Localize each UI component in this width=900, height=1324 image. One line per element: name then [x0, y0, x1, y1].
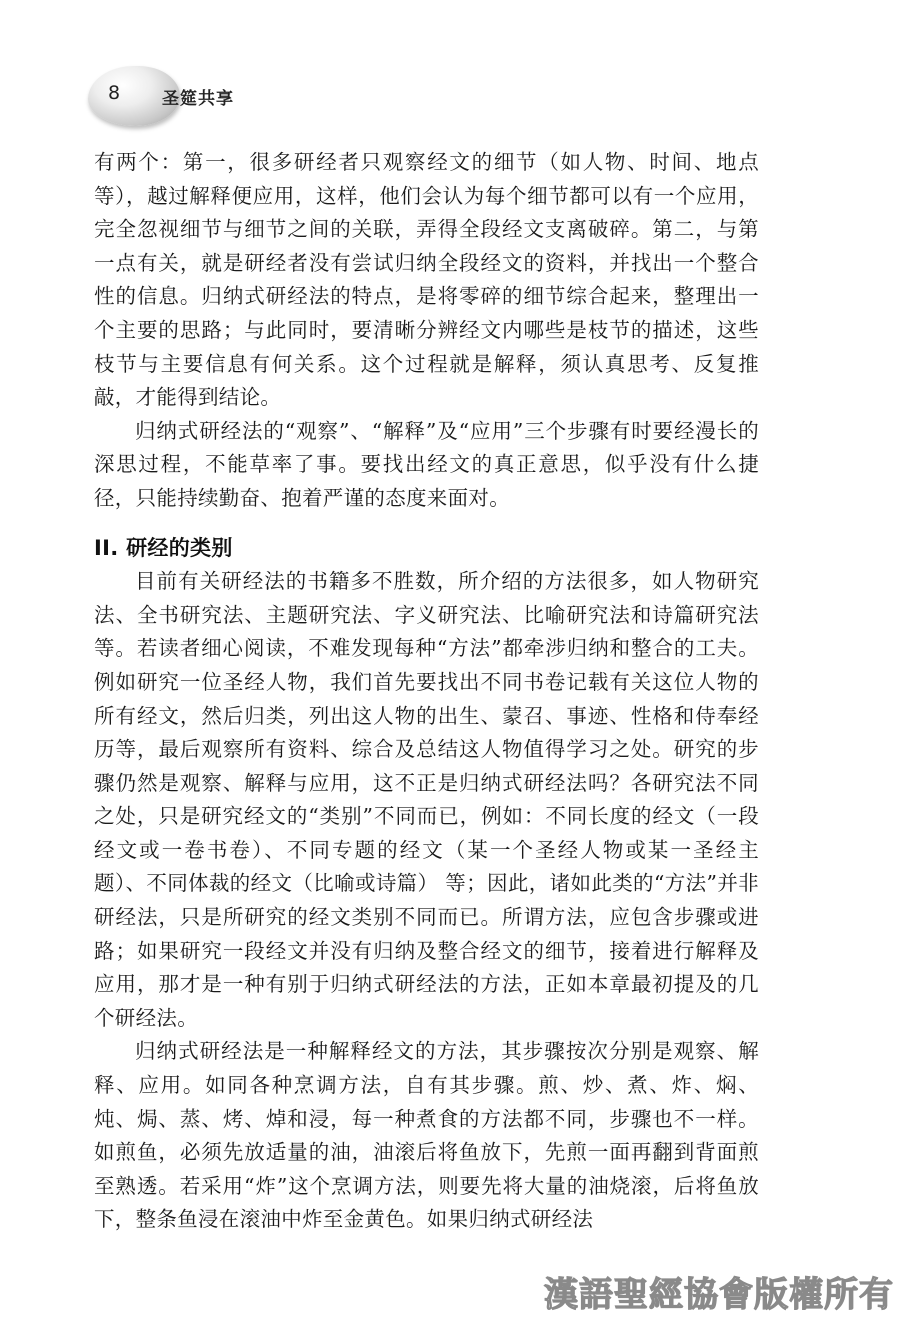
section-heading: II. 研经的类别: [94, 535, 233, 560]
paragraph-3: 目前有关研经法的书籍多不胜数，所介绍的方法很多，如人物研究法、全书研究法、主题研究法、字义研究法、比喻研究法和诗篇研究法等。若读者细心阅读，不难发现每种“方法”都牵涉归纳和整合的工夫。例如研究一位圣经人物，我们首先要找出不同书卷记载有关这位人物的所有经文，然后归类，列出这人物的出生、蒙召、事迹、性格和侍奉经历等，最后观察所有资料、综合及总结这人物值得学习之处。研究的步骤仍然是观察、解释与应用，这不正是归纳式研经法吗？各研究法不同之处，只是研究经文的“类别”不同而已，例如：不同长度的经文（一段经文或一卷书卷）、不同专题的经文（某一个圣经人物或某一圣经主题）、不同体裁的经文（比喻或诗篇） 等；因此，诸如此类的“方法”并非研经法，只是所研究的经文类别不同而已。所谓方法，应包含步骤或进路；如果研究一段经文并没有归纳及整合经文的细节，接着进行解释及应用，那才是一种有别于归纳式研经法的方法，正如本章最初提及的几个研经法。: [94, 569, 759, 1030]
body-text: [94, 146, 759, 1237]
page-header: [88, 66, 288, 126]
paragraph-2: 归纳式研经法的“观察”、“解释”及“应用”三个步骤有时要经漫长的深思过程，不能草率了事。要找出经文的真正意思，似乎没有什么捷径，只能持续勤奋、抱着严谨的态度来面对。: [94, 418, 759, 510]
paragraph-1: 有两个：第一，很多研经者只观察经文的细节（如人物、时间、地点等），越过解释便应用，这样，他们会认为每个细节都可以有一个应用，完全忽视细节与细节之间的关联，弄得全段经文支离破碎。第二，与第一点有关，就是研经者没有尝试归纳全段经文的资料，并找出一个整合性的信息。归纳式研经法的特点，是将零碎的细节综合起来，整理出一个主要的思路；与此同时，要清晰分辨经文内哪些是枝节的描述，这些枝节与主要信息有何关系。这个过程就是解释，须认真思考、反复推敲，才能得到结论。: [94, 150, 759, 410]
running-head: 圣筵共享: [162, 89, 234, 109]
paragraph-4: 归纳式研经法是一种解释经文的方法，其步骤按次分别是观察、解释、应用。如同各种烹调方法，自有其步骤。煎、炒、煮、炸、焖、炖、焗、蒸、烤、焯和浸，每一种煮食的方法都不同，步骤也不一样。如煎鱼，必须先放适量的油，油滚后将鱼放下，先煎一面再翻到背面煎至熟透。若采用“炸”这个烹调方法，则要先将大量的油烧滚，后将鱼放下，整条鱼浸在滚油中炸至金黄色。如果归纳式研经法: [94, 1039, 759, 1232]
copyright-watermark: 漢語聖經協會版權所有: [544, 1275, 894, 1315]
page-number: 8: [108, 82, 121, 104]
